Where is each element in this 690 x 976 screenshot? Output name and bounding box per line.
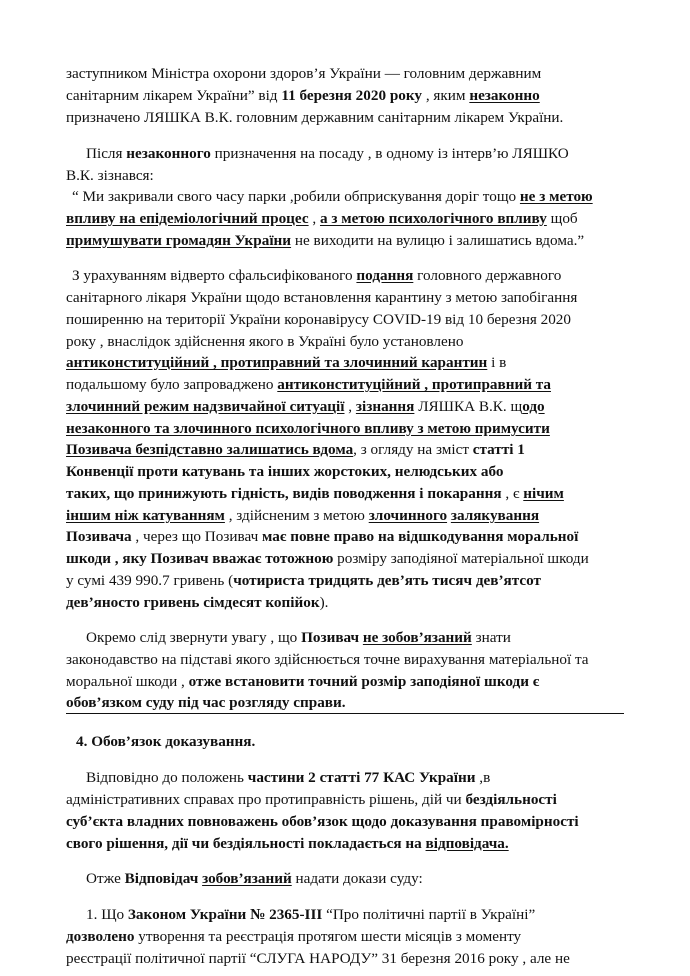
text-line [66,834,509,853]
body-text: , яким [422,87,470,104]
text-line [66,549,589,568]
emphasized-text: бездіяльності [465,791,557,808]
text-line [86,905,535,924]
body-text: Отже [86,870,125,887]
emphasized-text: має повне право на відшкодування моральної [262,528,579,545]
emphasized-text: отже встановити точний розмір заподіяної шкоди є [188,673,540,690]
body-text: подальшому було запроваджено [66,376,278,393]
emphasized-text: антиконституційний , протиправний та злочинний карантин [66,354,488,371]
emphasized-text: не зобов’язаний [362,629,472,646]
emphasized-text: свого рішення, дії чи бездіяльності покладається на [66,835,426,852]
emphasized-text: відповідача. [425,835,509,852]
emphasized-text: дозволено [66,928,135,945]
section-divider [66,713,624,714]
quote-line [72,187,593,206]
text-line [66,650,589,669]
body-text: головного державного [413,267,562,284]
section-heading [76,732,255,751]
emphasized-text: злочинний режим надзвичайної ситуації [66,398,345,415]
body-text: адміністративних справах про протиправність рішень, дій чи [66,791,466,808]
body-text: утворення та реєстрація протягом шести місяців з моменту [134,928,522,945]
text-line [66,672,539,691]
emphasized-text: незаконно [469,87,540,104]
emphasized-text: дев’яносто гривень сімдесят копійок [66,594,320,611]
emphasized-text: подання [356,267,414,284]
emphasized-text: Позивача [66,528,132,545]
emphasized-text: обов’язком суду під час розгляду справи. [66,694,346,711]
emphasized-text: злочинного [368,507,448,524]
emphasized-text: частини 2 статті 77 КАС України [247,769,476,786]
body-text: моральної шкоди , [66,673,189,690]
text-line [66,462,503,481]
body-text: не виходити на вулицю і залишатись вдома.” [291,232,585,249]
body-text: розміру заподіяної матеріальної шкоди [333,550,589,567]
text-line [66,332,463,351]
text-line [66,812,579,831]
text-line [66,310,571,329]
text-line [66,484,564,503]
body-text: З урахуванням відверто сфальсифікованого [72,267,357,284]
text-line [66,693,346,712]
emphasized-text: суб’єкта владних повноважень обов’язок щодо доказування правомірності [66,813,579,830]
body-text: , через що Позивач [131,528,263,545]
emphasized-text: впливу на епідеміологічний процес [66,210,309,227]
emphasized-text: Позивача безпідставно залишатись вдома [66,441,354,458]
body-text: , [344,398,356,415]
body-text: , [308,210,320,227]
emphasized-text: не з метою [519,188,593,205]
text-line [66,86,540,105]
text-line [66,419,550,438]
body-text: надати докази суду: [291,870,423,887]
body-text: законодавство на підставі якого здійснюється точне вирахування матеріальної та [66,651,589,668]
emphasized-text: Законом України № 2365-ІІІ [127,906,323,923]
body-text: призначення на посаду , в одному із інтерв’ю ЛЯШКО [210,145,569,162]
body-text: В.К. зізнався: [66,167,154,184]
body-text: ). [319,594,329,611]
text-line [86,869,423,888]
body-text: Відповідно до положень [86,769,248,786]
emphasized-text: 11 березня 2020 року [281,87,423,104]
text-line [72,266,561,285]
emphasized-text: зізнання [355,398,415,415]
text-line [66,927,521,946]
text-line [86,144,569,163]
body-text: “ Ми закривали свого часу парки ,робили обприскування доріг тощо [72,188,520,205]
emphasized-text: одо [522,398,545,415]
body-text: Окремо слід звернути увагу , що [86,629,302,646]
text-line [66,375,551,394]
body-text: санітарним лікарем України” від [66,87,282,104]
emphasized-text: примушувати громадян України [66,232,292,249]
emphasized-text: Позивач [301,629,360,646]
text-line [66,353,506,372]
text-line [66,571,541,590]
emphasized-text: Відповідач [124,870,199,887]
text-line [66,527,578,546]
text-line [86,628,511,647]
body-text: заступником Міністра охорони здоров’я України — головним державним [66,65,542,82]
text-line [66,397,545,416]
emphasized-text: чотириста тридцять дев’ять тисяч дев’ятсот [233,572,541,589]
text-line [66,440,525,459]
text-line [66,64,541,83]
body-text: , з огляду на зміст [353,441,473,458]
text-line [66,790,557,809]
body-text: “Про політичні партії в Україні” [322,906,536,923]
emphasized-text: шкоди , яку Позивач вважає тотожною [66,550,334,567]
body-text: ,в [475,769,491,786]
emphasized-text: статті 1 [472,441,525,458]
emphasized-text: Конвенції проти катувань та інших жорстоких, нелюдських або [66,463,504,480]
body-text: знати [471,629,511,646]
emphasized-text: незаконного та злочинного психологічного впливу з метою примусити [66,420,550,437]
text-line [66,949,570,968]
body-text: у сумі 439 990.7 гривень ( [66,572,234,589]
body-text: року , внаслідок здійснення якого в Україні було установлено [66,333,464,350]
emphasized-text: антиконституційний , протиправний та [277,376,551,393]
emphasized-text: а з метою психологічного впливу [319,210,547,227]
emphasized-text: нічим [523,485,564,502]
text-line [66,108,563,127]
text-line [86,768,490,787]
emphasized-text: незаконного [126,145,211,162]
body-text: , здійсненим з метою [224,507,369,524]
body-text: і в [487,354,507,371]
emphasized-text: зобов’язаний [202,870,292,887]
emphasized-text: іншим ніж катуванням [66,507,225,524]
text-line [66,593,328,612]
body-text: поширенню на території України коронавірусу COVID-19 від 10 березня 2020 [66,311,571,328]
quote-line [66,231,584,250]
text-line [66,288,577,307]
body-text: щоб [546,210,578,227]
text-line [66,506,539,525]
body-text: призначено ЛЯШКА В.К. головним державним санітарним лікарем України. [66,109,564,126]
quote-line [66,209,578,228]
emphasized-text: 4. Обов’язок доказування. [76,733,256,750]
emphasized-text: залякування [450,507,540,524]
body-text: 1. Що [86,906,128,923]
emphasized-text: таких, що принижують гідність, видів поводження і покарання [66,485,502,502]
body-text: , є [501,485,524,502]
text-line [66,166,154,185]
body-text: реєстрації політичної партії “СЛУГА НАРОДУ” 31 березня 2016 року , але не [66,950,570,967]
body-text: Після [86,145,127,162]
body-text: ЛЯШКА В.К. щ [414,398,523,415]
body-text: санітарного лікаря України щодо встановлення карантину з метою запобігання [66,289,578,306]
